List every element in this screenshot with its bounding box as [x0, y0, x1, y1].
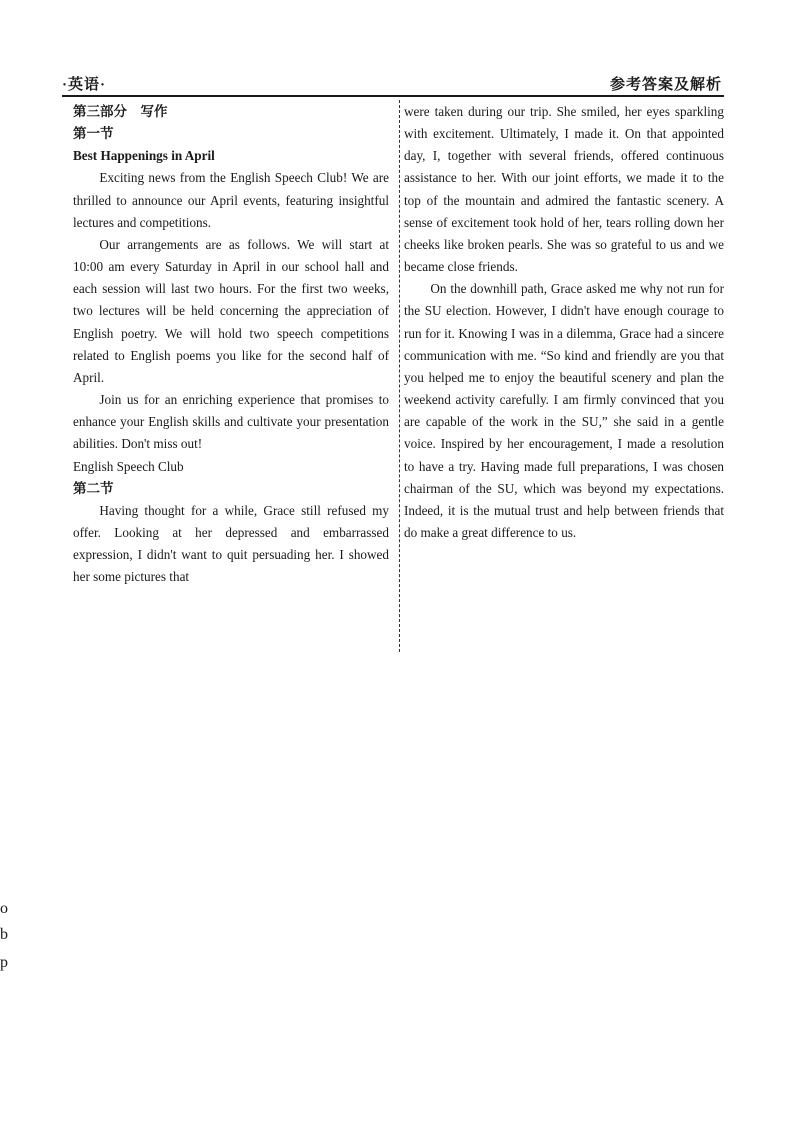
- page-header-title: 参考答案及解析: [609, 77, 722, 93]
- part-heading: 第三部分 写作: [73, 104, 168, 119]
- signoff: English Speech Club: [73, 458, 184, 474]
- edge-fragment: o: [0, 900, 8, 917]
- left-column: [73, 101, 389, 588]
- header-rule: [62, 95, 724, 97]
- right-column: [404, 101, 724, 544]
- column-divider: [399, 100, 400, 652]
- paragraph: On the downhill path, Grace asked me why not run for the SU election. However, I didn't have enough courage to run for it. Knowing I was in a dilemma, Grace had a sincere communication with me. “So kind and friendly are you that you helped me to enjoy the beautiful scenery and plan the weekend activity carefully. I am firmly convinced that you are capable of the work in the SU,” she said in a gentle voice. Inspired by her encouragement, I made a resolution to have a try. Having made full preparations, I was chosen chairman of the SU, which was beyond my expectations. Indeed, it is the mutual trust and help between friends that do make a great difference to us.: [404, 281, 724, 540]
- paragraph: Exciting news from the English Speech Club! We are thrilled to announce our April events, featuring insightful lectures and competitions.: [73, 170, 389, 230]
- edge-fragment: b: [0, 926, 8, 943]
- section-2-label: 第二节: [73, 480, 114, 496]
- paragraph: Our arrangements are as follows. We will start at 10:00 am every Saturday in April in our school hall and each session will last two hours. For the first two weeks, two lectures will be held concerning the appreciation of English poetry. We will hold two speech competitions related to English poems you like for the second half of April.: [73, 236, 389, 385]
- essay-title: Best Happenings in April: [73, 148, 215, 164]
- edge-fragment: p: [0, 954, 8, 971]
- page-header-subject: ·英语·: [62, 77, 107, 93]
- paragraph: Having thought for a while, Grace still refused my offer. Looking at her depressed and embarrassed expression, I didn't want to quit persuading her. I showed her some pictures that: [73, 502, 389, 585]
- paragraph: Join us for an enriching experience that promises to enhance your English skills and cultivate your presentation abilities. Don't miss out!: [73, 392, 389, 452]
- section-1-label: 第一节: [73, 126, 114, 142]
- paragraph: were taken during our trip. She smiled, her eyes sparkling with excitement. Ultimately, I made it. On that appointed day, I, together with several friends, offered continuous assistance to her. With our joint efforts, we made it to the top of the mountain and admired the fantastic scenery. A sense of excitement took hold of her, tears rolling down her cheeks like broken pearls. She was so grateful to us and we became close friends.: [404, 104, 724, 275]
